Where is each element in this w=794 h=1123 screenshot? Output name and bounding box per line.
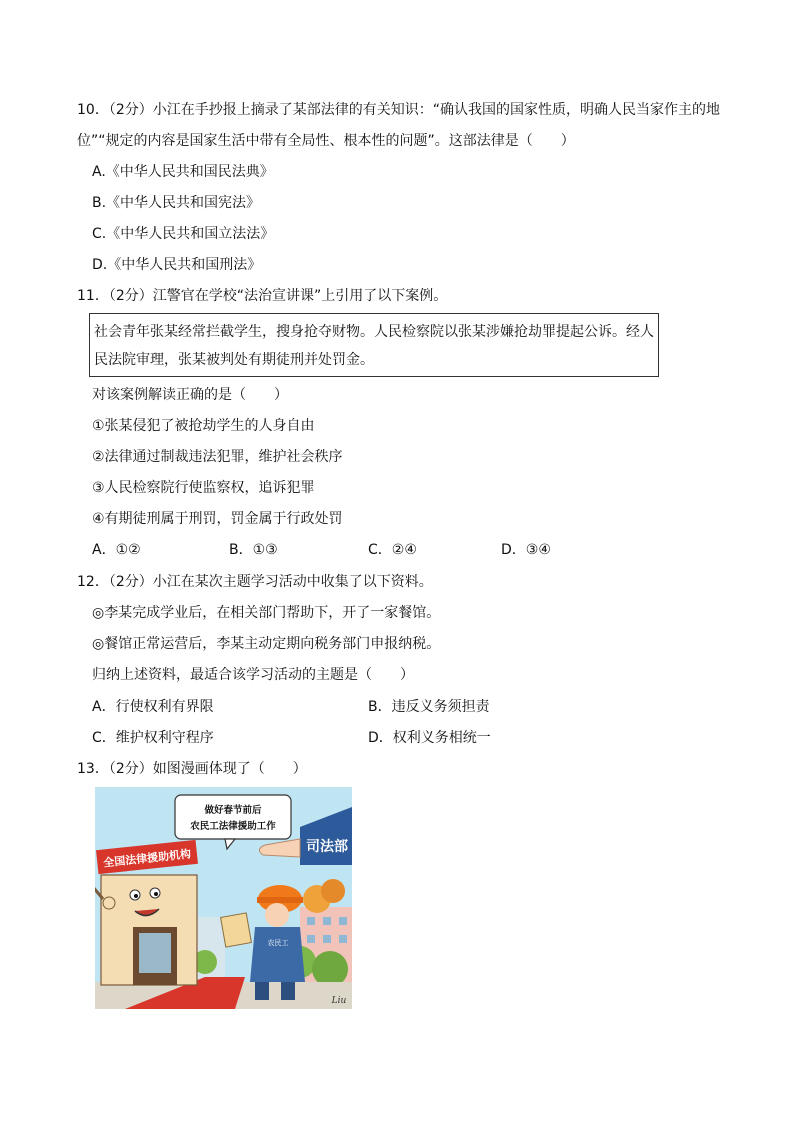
q12-option-c: C．维护权利守程序 bbox=[92, 730, 214, 746]
q12-material-1: ◎李某完成学业后，在相关部门帮助下，开了一家餐馆。 bbox=[92, 605, 441, 621]
q11-statement-4: ④有期徒刑属于刑罚，罚金属于行政处罚 bbox=[92, 511, 343, 527]
q10-option-b: B.《中华人民共和国宪法》 bbox=[92, 195, 261, 211]
q13-stem: 13．（2分）如图漫画体现了（ ） bbox=[77, 761, 307, 777]
sleeve-label: 司法部 bbox=[306, 839, 348, 855]
q11-case-line2: 民法院审理，张某被判处有期徒刑并处罚金。 bbox=[94, 352, 374, 368]
speech-bubble bbox=[175, 795, 291, 839]
worker-label: 农民工 bbox=[267, 939, 289, 947]
q12-stem: 12．（2分）小江在某次主题学习活动中收集了以下资料。 bbox=[77, 574, 433, 590]
q11-prompt: 对该案例解读正确的是（ ） bbox=[92, 387, 288, 403]
q10-option-a: A.《中华人民共和国民法典》 bbox=[92, 164, 274, 180]
q11-option-a: A．①② bbox=[92, 542, 141, 558]
worker-head bbox=[265, 903, 289, 927]
q10-option-d: D.《中华人民共和国刑法》 bbox=[92, 257, 262, 273]
q12-prompt: 归纳上述资料，最适合该学习活动的主题是（ ） bbox=[92, 667, 414, 683]
q11-statement-2: ②法律通过制裁违法犯罪，维护社会秩序 bbox=[92, 449, 343, 465]
artist-signature: Liu bbox=[331, 996, 347, 1006]
q11-statement-1: ①张某侵犯了被抢劫学生的人身自由 bbox=[92, 418, 315, 434]
legal-aid-cartoon bbox=[95, 787, 352, 1009]
building-sign-text: 全国法律援助机构 bbox=[102, 847, 192, 870]
speech-bubble-line1: 做好春节前后 bbox=[204, 805, 262, 816]
q12-option-a: A．行使权利有界限 bbox=[92, 699, 214, 715]
q12-material-2: ◎餐馆正常运营后，李某主动定期向税务部门申报纳税。 bbox=[92, 636, 441, 652]
q10-stem-line1: 10．（2分）小江在手抄报上摘录了某部法律的有关知识：“确认我国的国家性质，明确人民当家作主的地 bbox=[77, 102, 720, 118]
q11-statement-3: ③人民检察院行使监察权，追诉犯罪 bbox=[92, 480, 315, 496]
q10-option-c: C.《中华人民共和国立法法》 bbox=[92, 226, 275, 242]
q12-option-d: D．权利义务相统一 bbox=[368, 730, 491, 746]
q11-case-line1: 社会青年张某经常拦截学生，搜身抢夺财物。人民检察院以张某涉嫌抢劫罪提起公诉。经人 bbox=[94, 324, 654, 340]
q11-option-d: D．③④ bbox=[501, 542, 551, 558]
q12-option-b: B．违反义务须担责 bbox=[368, 699, 490, 715]
q11-option-c: C．②④ bbox=[368, 542, 417, 558]
document-folder bbox=[221, 913, 252, 947]
q11-case-box bbox=[89, 313, 659, 377]
q10-stem-line2: 位”“规定的内容是国家生活中带有全局性、根本性的问题”。这部法律是（ ） bbox=[77, 133, 575, 149]
worker-body bbox=[250, 927, 305, 982]
speech-bubble-line2: 农民工法律援助工作 bbox=[190, 821, 276, 832]
q11-stem: 11．（2分）江警官在学校“法治宣讲课”上引用了以下案例。 bbox=[77, 288, 448, 304]
q11-option-b: B．①③ bbox=[229, 542, 278, 558]
